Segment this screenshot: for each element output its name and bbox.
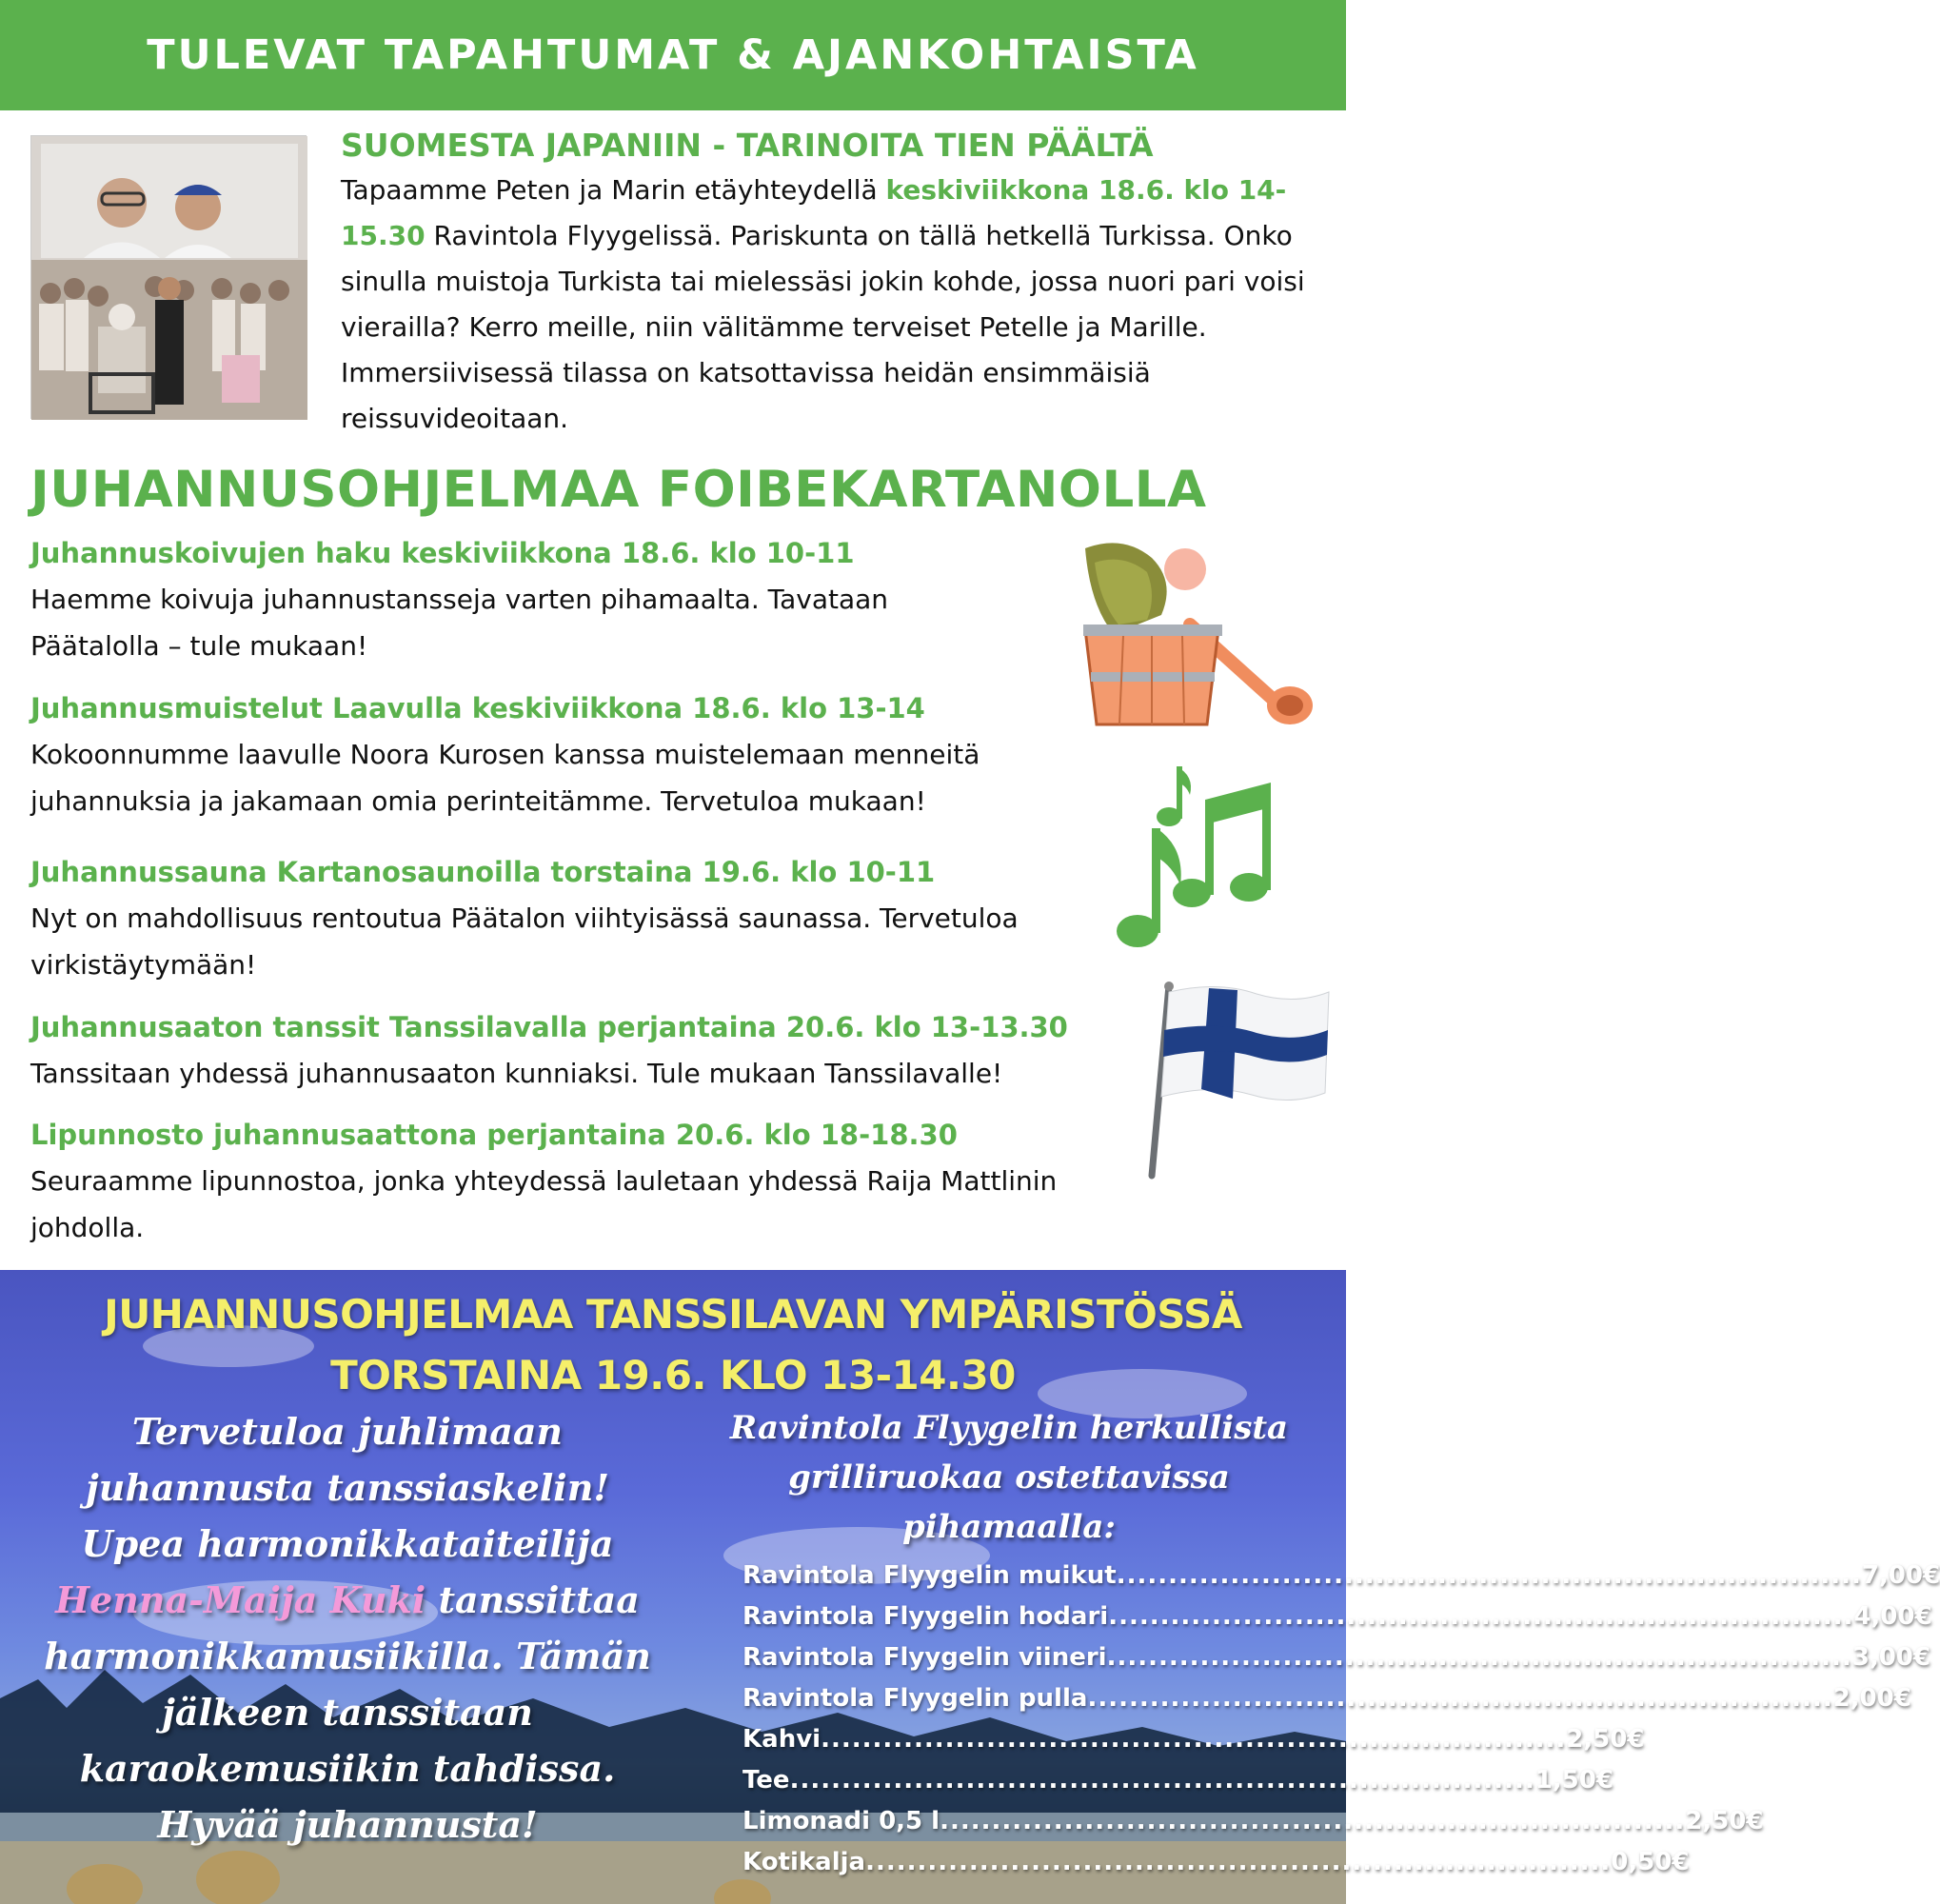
grill-menu-heading: Ravintola Flyygelin herkullista grilliruokaa ostettavissa pihamaalla:	[729, 1409, 1289, 1546]
menu-item	[742, 1842, 1690, 1883]
menu-item-name: Ravintola Flyygelin viineri	[742, 1643, 1107, 1672]
menu-item	[742, 1637, 1930, 1678]
welcome-text-end: tanssittaa harmonikkamusiikilla. Tämän jälkeen tanssitaan karaokemusiikin tahdissa. Hyvää juhannusta!	[44, 1578, 651, 1846]
event-title: Juhannusmuistelut Laavulla keskiviikkona 18.6. klo 13-14	[30, 692, 925, 724]
menu-item	[742, 1556, 1940, 1597]
sauna-bucket-icon	[1066, 529, 1318, 734]
event-title: Juhannusaaton tanssit Tanssilavalla perjantaina 20.6. klo 13-13.30	[30, 1011, 1068, 1043]
menu-item	[742, 1719, 1645, 1760]
intro-text-start: Tapaamme Peten ja Marin etäyhteydellä	[341, 174, 886, 206]
menu-item-price: 3,00€	[1851, 1643, 1930, 1672]
performer-name: Henna-Maija Kuki	[55, 1578, 426, 1621]
menu-leader-dots: ........................................................................	[865, 1848, 1612, 1876]
menu-item-price: 2,50€	[1685, 1807, 1764, 1835]
event-text: Seuraamme lipunnostoa, jonka yhteydessä lauletaan yhdessä Raija Mattlinin johdolla.	[30, 1165, 1058, 1243]
menu-item-name: Ravintola Flyygelin hodari	[742, 1602, 1109, 1631]
intro-text-end: Ravintola Flyygelissä. Pariskunta on tällä hetkellä Turkissa. Onko sinulla muistoja Turkista tai mielessäsi jokin kohde, jossa nuori pari voisi vierailla? Kerro meille, niin välitämme terveiset Petelle ja Marille. Immersiivisessä tilassa on katsottavissa heidän ensimmäisiä reissuvideoitaan.	[341, 220, 1305, 434]
menu-leader-dots: ........................................................................	[821, 1725, 1567, 1754]
music-notes-icon	[1114, 762, 1285, 952]
menu-item-price: 1,50€	[1534, 1766, 1613, 1795]
video-call-photo	[30, 135, 307, 419]
menu-item-name: Kahvi	[742, 1725, 822, 1754]
event-text: Nyt on mahdollisuus rentoutua Päätalon viihtyisässä saunassa. Tervetuloa virkistäytymään!	[30, 902, 1019, 981]
menu-item-price: 2,50€	[1566, 1725, 1645, 1754]
welcome-text-start: Tervetuloa juhlimaan juhannusta tanssiaskelin! Upea harmonikkataiteilija	[81, 1410, 614, 1565]
header-title: TULEVAT TAPAHTUMAT & AJANKOHTAISTA	[147, 31, 1199, 79]
intro-section	[341, 124, 1321, 442]
banner-welcome-text	[29, 1403, 666, 1853]
event-text: Haemme koivuja juhannustansseja varten pihamaalta. Tavataan Päätalolla – tule mukaan!	[30, 584, 889, 662]
menu-item-name: Ravintola Flyygelin pulla	[742, 1684, 1088, 1713]
event-item	[30, 685, 1135, 824]
menu-leader-dots: ........................................................................	[789, 1766, 1535, 1795]
menu-item	[742, 1678, 1911, 1719]
banner-title-line2: TORSTAINA 19.6. KLO 13-14.30	[330, 1352, 1016, 1398]
menu-item-price: 2,00€	[1832, 1684, 1911, 1713]
menu-item-name: Tee	[742, 1766, 790, 1795]
intro-date-highlight: keskiviikkona 18.6. klo 14-15.30	[341, 174, 1287, 251]
photo-illustration	[31, 136, 307, 420]
intro-text	[341, 168, 1321, 442]
menu-leader-dots: ........................................................................	[1116, 1561, 1862, 1590]
event-title: Lipunnosto juhannusaattona perjantaina 20.6. klo 18-18.30	[30, 1119, 958, 1151]
menu-item	[742, 1801, 1764, 1842]
juhannus-banner	[0, 1270, 1940, 1904]
menu-leader-dots: ........................................................................	[1087, 1684, 1833, 1713]
menu-item-name: Limonadi 0,5 l	[742, 1807, 940, 1835]
intro-title: SUOMESTA JAPANIIN - TARINOITA TIEN PÄÄLTÄ	[341, 127, 1154, 164]
event-title: Juhannuskoivujen haku keskiviikkona 18.6. klo 10-11	[30, 537, 855, 569]
menu-leader-dots: ........................................................................	[1108, 1602, 1854, 1631]
menu-item-name: Ravintola Flyygelin muikut	[742, 1561, 1117, 1590]
finnish-flag-icon	[1142, 981, 1333, 1180]
menu-item	[742, 1597, 1932, 1637]
grill-menu	[742, 1556, 1940, 1883]
menu-item-price: 7,00€	[1861, 1561, 1940, 1590]
menu-leader-dots: ........................................................................	[940, 1807, 1686, 1835]
banner-title-line1: JUHANNUSOHJELMAA TANSSILAVAN YMPÄRISTÖSSÄ	[104, 1291, 1242, 1338]
menu-leader-dots: ........................................................................	[1106, 1643, 1852, 1672]
event-item	[30, 530, 1135, 669]
event-text: Kokoonnumme laavulle Noora Kurosen kanssa muistelemaan menneitä juhannuksia ja jakamaan omia perinteitämme. Tervetuloa mukaan!	[30, 739, 980, 817]
menu-item-price: 0,50€	[1611, 1848, 1690, 1876]
menu-item-name: Kotikalja	[742, 1848, 866, 1876]
page-header	[0, 0, 1346, 110]
menu-item	[742, 1760, 1613, 1801]
main-section-title: JUHANNUSOHJELMAA FOIBEKARTANOLLA	[30, 461, 1207, 519]
event-item	[30, 1112, 1135, 1251]
event-title: Juhannussauna Kartanosaunoilla torstaina 19.6. klo 10-11	[30, 856, 936, 888]
event-text: Tanssitaan yhdessä juhannusaaton kunniaksi. Tule mukaan Tanssilavalle!	[30, 1058, 1003, 1089]
event-item	[30, 1004, 1135, 1097]
menu-item-price: 4,00€	[1853, 1602, 1932, 1631]
event-item	[30, 849, 1135, 988]
